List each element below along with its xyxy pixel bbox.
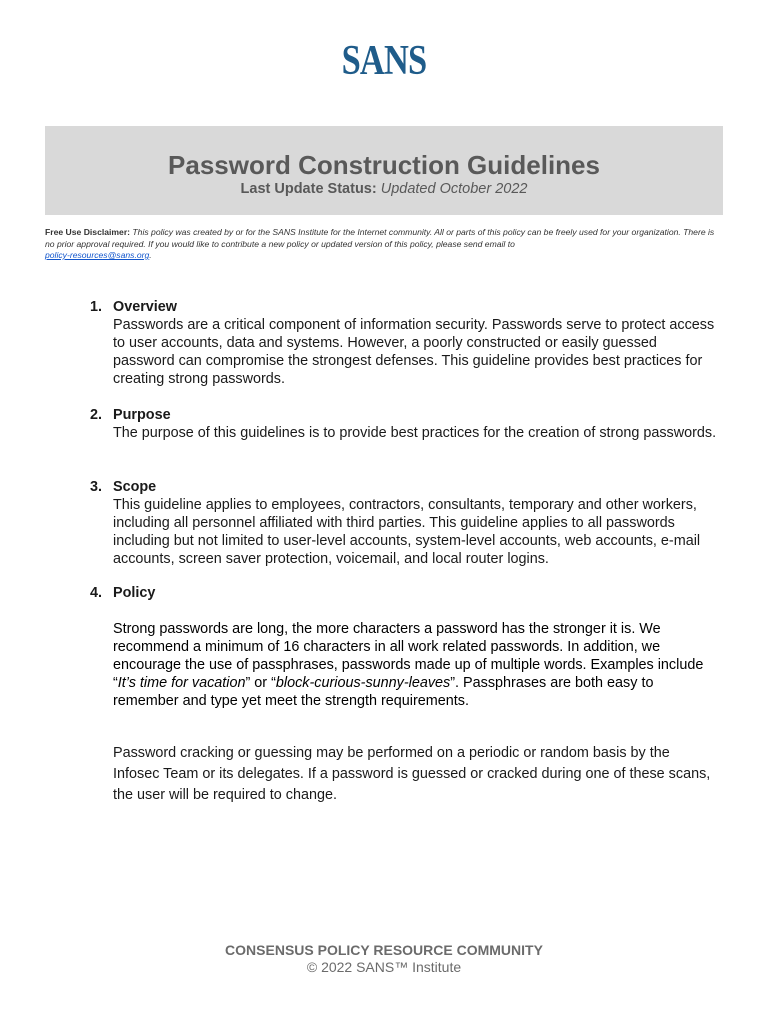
section-number: 2. (90, 407, 103, 423)
section-overview (90, 298, 720, 388)
sans-logo: SANS (341, 38, 427, 84)
section-heading: Scope (113, 479, 157, 495)
section-policy (90, 584, 720, 602)
section-number: 4. (90, 585, 103, 601)
page-title: Password Construction Guidelines (168, 150, 600, 180)
policy-paragraph-2: Password cracking or guessing may be performed on a periodic or random basis by the Infosec Team or its delegates. If a password is guessed or cracked during one of these scans, the user will be required to change. (113, 745, 711, 803)
section-body: Passwords are a critical component of information security. Passwords serve to protect access to user accounts, data and systems. However, a poorly constructed or easily guessed password can compromise the strongest defenses. This guideline provides best practices for creating strong passwords. (113, 317, 715, 387)
example-passphrase-2: block-curious-sunny-leaves (275, 675, 451, 691)
last-update-status (45, 180, 723, 198)
status-label: Last Update Status: (240, 181, 377, 197)
section-purpose (90, 406, 720, 442)
section-heading: Purpose (113, 407, 171, 423)
policy-email-link[interactable]: policy-resources@sans.org (45, 250, 150, 260)
policy-text: ” or “ (245, 675, 276, 691)
policy-text: Strong passwords are long, the more characters a password has the stronger it is. We recommend a minimum of 16 characters in all work related passwords. In addition, we encourage the use of passphrases, passwords made up of multiple words. Examples include “ (113, 621, 704, 691)
free-use-disclaimer (45, 227, 725, 262)
footer (0, 942, 768, 976)
status-value: Updated October 2022 (380, 181, 528, 197)
section-heading: Overview (113, 299, 177, 315)
section-heading: Policy (113, 585, 156, 601)
disclaimer-text: This policy was created by or for the SANS Institute for the Internet community. All or parts of this policy can be freely used for your organization. There is no prior approval required. If you would like to contribute a new policy or updated version of this policy, please send email to (45, 227, 715, 249)
policy-paragraph-1 (113, 620, 713, 710)
section-number: 1. (90, 299, 103, 315)
section-body: The purpose of this guidelines is to provide best practices for the creation of strong passwords. (113, 425, 717, 441)
footer-org: CONSENSUS POLICY RESOURCE COMMUNITY (225, 942, 543, 958)
disclaimer-end: . (149, 250, 152, 260)
section-number: 3. (90, 479, 103, 495)
example-passphrase-1: It’s time for vacation (117, 675, 246, 691)
title-band (45, 126, 723, 215)
disclaimer-label: Free Use Disclaimer: (45, 227, 131, 237)
section-scope (90, 478, 720, 568)
footer-copyright: © 2022 SANS™ Institute (306, 959, 462, 975)
policy-text: ”. Passphrases are both easy to remember and type yet meet the strength requirements. (113, 675, 654, 709)
section-body: This guideline applies to employees, contractors, consultants, temporary and other workers, including all personnel affiliated with third parties. This guideline applies to all passwords including but not limited to user-level accounts, system-level accounts, web accounts, e-mail accounts, screen saver protection, voicemail, and local router logins. (113, 497, 701, 567)
